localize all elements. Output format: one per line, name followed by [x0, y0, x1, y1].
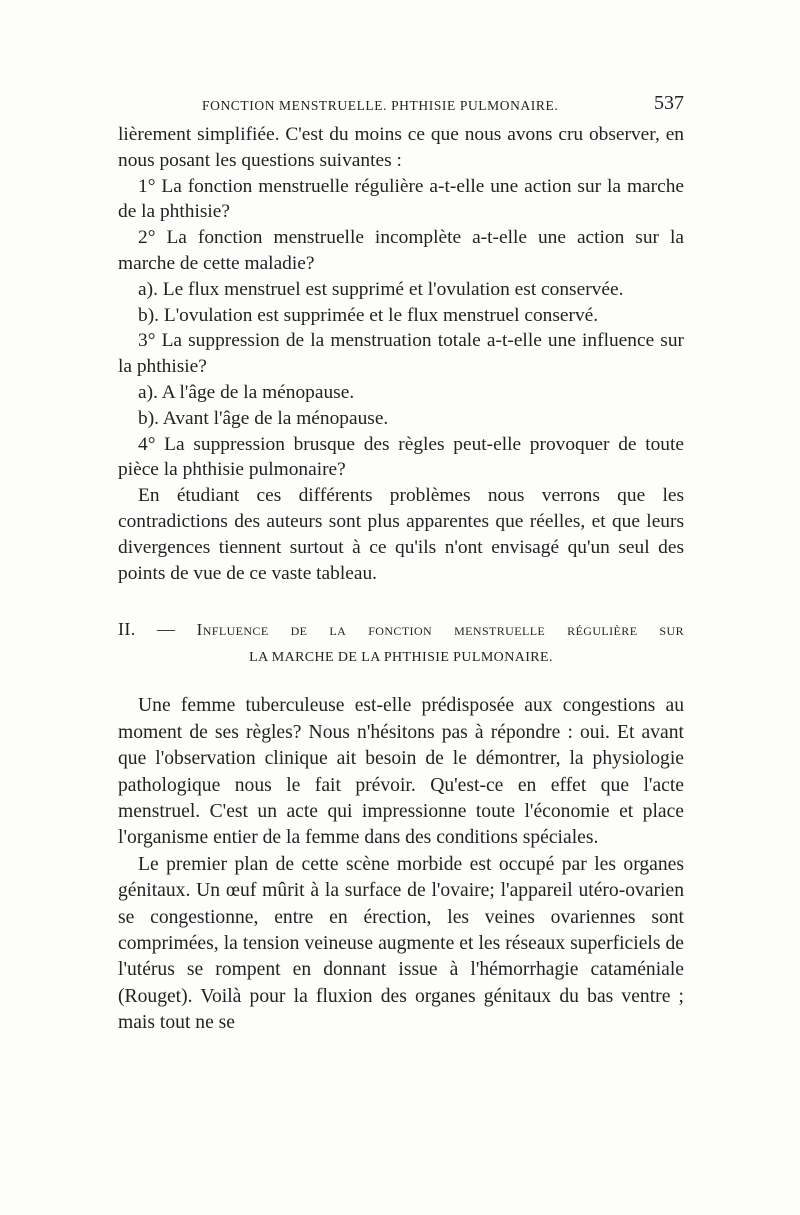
section-title-line-2: LA MARCHE DE LA PHTHISIE PULMONAIRE.: [249, 650, 553, 666]
paragraph-conclusion: En étudiant ces différents problèmes nous verrons que les contradictions des auteurs sont plus apparentes que réelles, et que leurs divergences tiennent surtout à ce qu'ils n'ont envisagé qu'un seul des points de vue de ce vaste tableau.: [118, 485, 684, 584]
section-dash: —: [156, 619, 176, 640]
question-4: 4° La suppression brusque des règles peut-elle provoquer de toute pièce la phthisie pulmonaire?: [118, 433, 684, 481]
book-page: [118, 92, 684, 1037]
question-3a: a). A l'âge de la ménopause.: [138, 381, 355, 403]
section-paragraph-1: Une femme tuberculeuse est-elle prédisposée aux congestions au moment de ses règles? Nous n'hésitons pas à répondre : oui. Et avant que l'observation clinique ait besoin de le démontrer, la physiologie pathologique nous le fait prévoir. Qu'est-ce en effet que l'acte menstruel. C'est un acte qui impressionne toute l'économie et place l'organisme entier de la femme dans des conditions spéciales.: [118, 695, 684, 849]
question-3: 3° La suppression de la menstruation totale a-t-elle une influence sur la phthisie?: [118, 330, 684, 378]
question-2b: b). L'ovulation est supprimée et le flux menstruel conservé.: [138, 304, 599, 326]
page-number: 537: [654, 92, 684, 114]
question-2: 2° La fonction menstruelle incomplète a-t-elle une action sur la marche de cette maladie?: [118, 227, 684, 274]
question-1: 1° La fonction menstruelle régulière a-t-elle une action sur la marche de la phthisie?: [118, 175, 684, 223]
section-spacer: [118, 671, 684, 693]
question-list: [118, 122, 684, 586]
section-title-line-1: Influence de la fonction menstruelle régulière sur: [196, 620, 684, 640]
section-heading: [118, 616, 684, 671]
section-heading-line-1: [118, 616, 684, 645]
section-paragraph-2: Le premier plan de cette scène morbide est occupé par les organes génitaux. Un œuf mûrit à la surface de l'ovaire; l'appareil utéro-ovarien se congestionne, entre en érection, les veines ovariennes sont comprimées, la tension veineuse augmente et les réseaux superficiels de l'utérus se rompent en donnant issue à l'hémorrhagie cataméniale (Rouget). Voilà pour la fluxion des organes génitaux du bas ventre ; mais tout ne se: [118, 853, 684, 1034]
question-2a: a). Le flux menstruel est supprimé et l'ovulation est conservée.: [138, 278, 624, 300]
section-body: [118, 693, 684, 1036]
question-3b: b). Avant l'âge de la ménopause.: [138, 407, 389, 429]
running-title: FONCTION MENSTRUELLE. PHTHISIE PULMONAIRE.: [202, 98, 559, 113]
paragraph-intro: lièrement simplifiée. C'est du moins ce que nous avons cru observer, en nous posant les questions suivantes :: [118, 124, 684, 171]
section-number: II.: [118, 619, 136, 640]
running-header: [118, 92, 684, 122]
